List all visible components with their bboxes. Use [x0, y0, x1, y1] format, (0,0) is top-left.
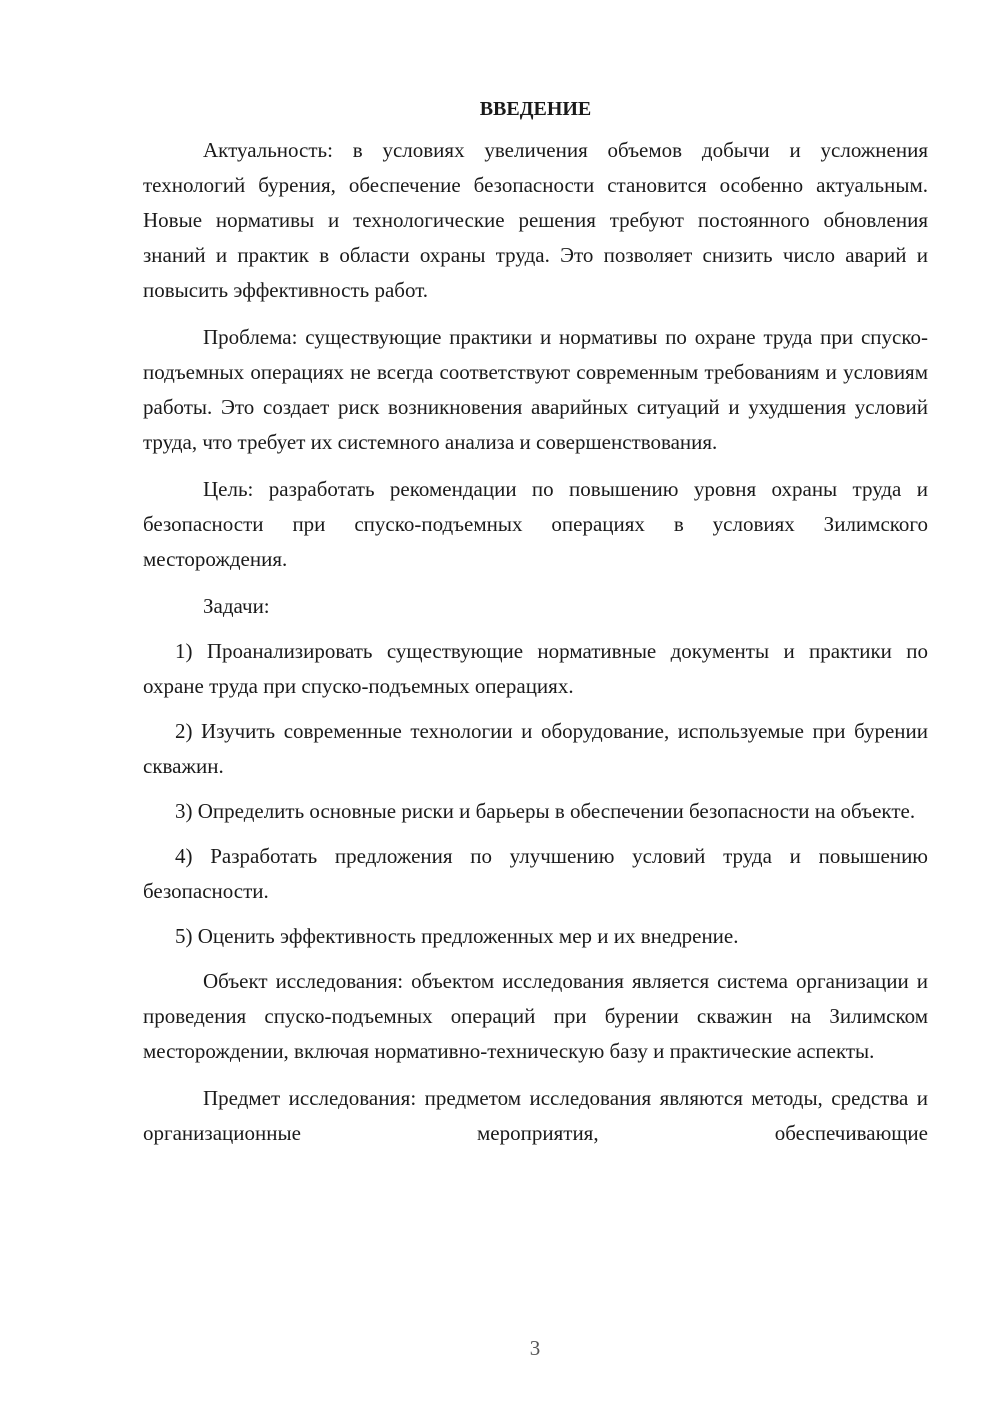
paragraph-actuality: Актуальность: в условиях увеличения объемов добычи и усложнения технологий бурения, обеспечение безопасности становится особенно актуальным. Новые нормативы и технологические решения требуют постоянного обновления знаний и практик в области охраны труда. Это позволяет снизить число аварий и повысить эффективность работ.	[143, 138, 928, 302]
paragraph-problem: Проблема: существующие практики и нормативы по охране труда при спуско-подъемных операциях не всегда соответствуют современным требованиям и условиям работы. Это создает риск возникновения аварийных ситуаций и ухудшения условий труда, что требует их системного анализа и совершенствования.	[143, 325, 928, 454]
task-item-5: 5) Оценить эффективность предложенных мер и их внедрение.	[175, 924, 739, 948]
section-title: ВВЕДЕНИЕ	[479, 98, 592, 120]
paragraph-goal: Цель: разработать рекомендации по повышению уровня охраны труда и безопасности при спуско-подъемных операциях в условиях Зилимского месторождения.	[143, 477, 928, 571]
page-number: 3	[529, 1336, 541, 1360]
paragraph-object: Объект исследования: объектом исследования является система организации и проведения спуско-подъемных операций при бурении скважин на Зилимском месторождении, включая нормативно-техническую базу и практические аспекты.	[143, 969, 928, 1063]
task-item-3: 3) Определить основные риски и барьеры в обеспечении безопасности на объекте.	[175, 799, 916, 823]
paragraph-subject: Предмет исследования: предметом исследования являются методы, средства и организационные мероприятия, обеспечивающие	[143, 1086, 928, 1145]
task-item-4: 4) Разработать предложения по улучшению условий труда и повышению безопасности.	[143, 844, 928, 903]
task-item-1: 1) Проанализировать существующие нормативные документы и практики по охране труда при спуско-подъемных операциях.	[143, 639, 928, 698]
tasks-heading: Задачи:	[203, 594, 270, 618]
page-content	[143, 92, 928, 1163]
task-item-2: 2) Изучить современные технологии и оборудование, используемые при бурении скважин.	[143, 719, 928, 778]
